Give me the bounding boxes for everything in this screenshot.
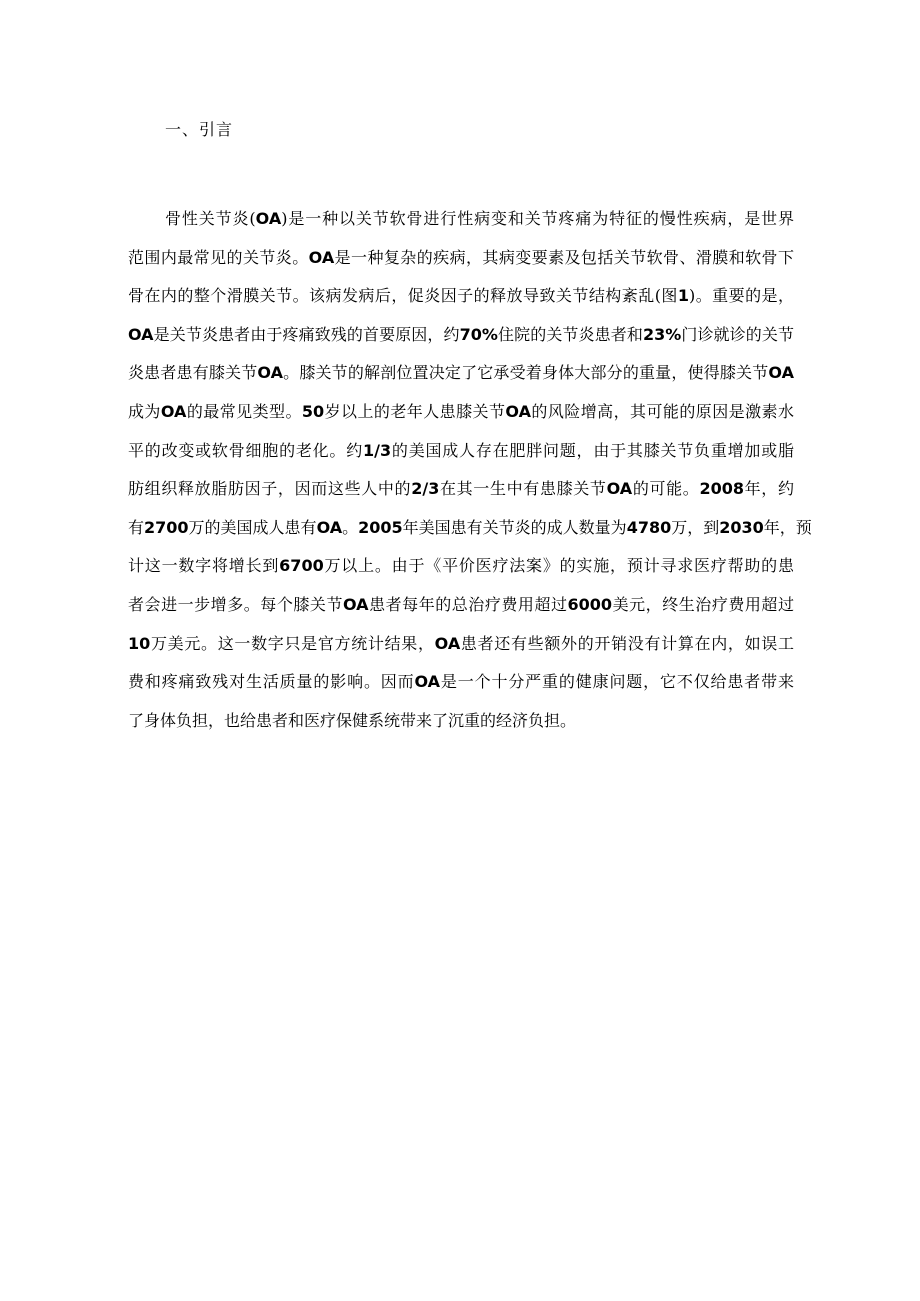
paragraph-line: 炎患者患有膝关节OA。膝关节的解剖位置决定了它承受着身体大部分的重量，使得膝关节OA	[128, 363, 794, 383]
paragraph-line: 骨在内的整个滑膜关节。该病发病后，促炎因子的释放导致关节结构紊乱(图1)。重要的是，	[128, 286, 794, 306]
paragraph-line: 计这一数字将增长到6700万以上。由于《平价医疗法案》的实施，预计寻求医疗帮助的患	[128, 556, 794, 576]
paragraph-line: 范围内最常见的关节炎。OA是一种复杂的疾病，其病变要素及包括关节软骨、滑膜和软骨下	[128, 247, 794, 267]
paragraph-line: 成为OA的最常见类型。50岁以上的老年人患膝关节OA的风险增高，其可能的原因是激素水	[128, 401, 794, 421]
paragraph-line: OA是关节炎患者由于疼痛致残的首要原因，约70%住院的关节炎患者和23%门诊就诊的关节	[128, 324, 794, 344]
paragraph-line: 者会进一步增多。每个膝关节OA患者每年的总治疗费用超过6000美元，终生治疗费用超过	[128, 594, 794, 614]
paragraph-line: 骨性关节炎(OA)是一种以关节软骨进行性病变和关节疼痛为特征的慢性疾病，是世界	[165, 209, 794, 228]
paragraph-line: 10万美元。这一数字只是官方统计结果，OA患者还有些额外的开销没有计算在内，如误工	[128, 633, 794, 653]
paragraph-line: 肪组织释放脂肪因子，因而这些人中的2/3在其一生中有患膝关节OA的可能。2008年，约	[128, 479, 794, 499]
paragraph-line: 费和疼痛致残对生活质量的影响。因而OA是一个十分严重的健康问题，它不仅给患者带来	[128, 672, 794, 692]
paragraph-line: 有2700万的美国成人患有OA。2005年美国患有关节炎的成人数量为4780万，到2030年，预	[128, 517, 812, 537]
body-paragraph	[128, 200, 812, 740]
paragraph-line: 平的改变或软骨细胞的老化。约1/3的美国成人存在肥胖问题，由于其膝关节负重增加或脂	[128, 440, 794, 460]
paragraph-line: 了身体负担，也给患者和医疗保健系统带来了沉重的经济负担。	[128, 710, 577, 730]
section-heading: 一、引言	[165, 120, 234, 139]
